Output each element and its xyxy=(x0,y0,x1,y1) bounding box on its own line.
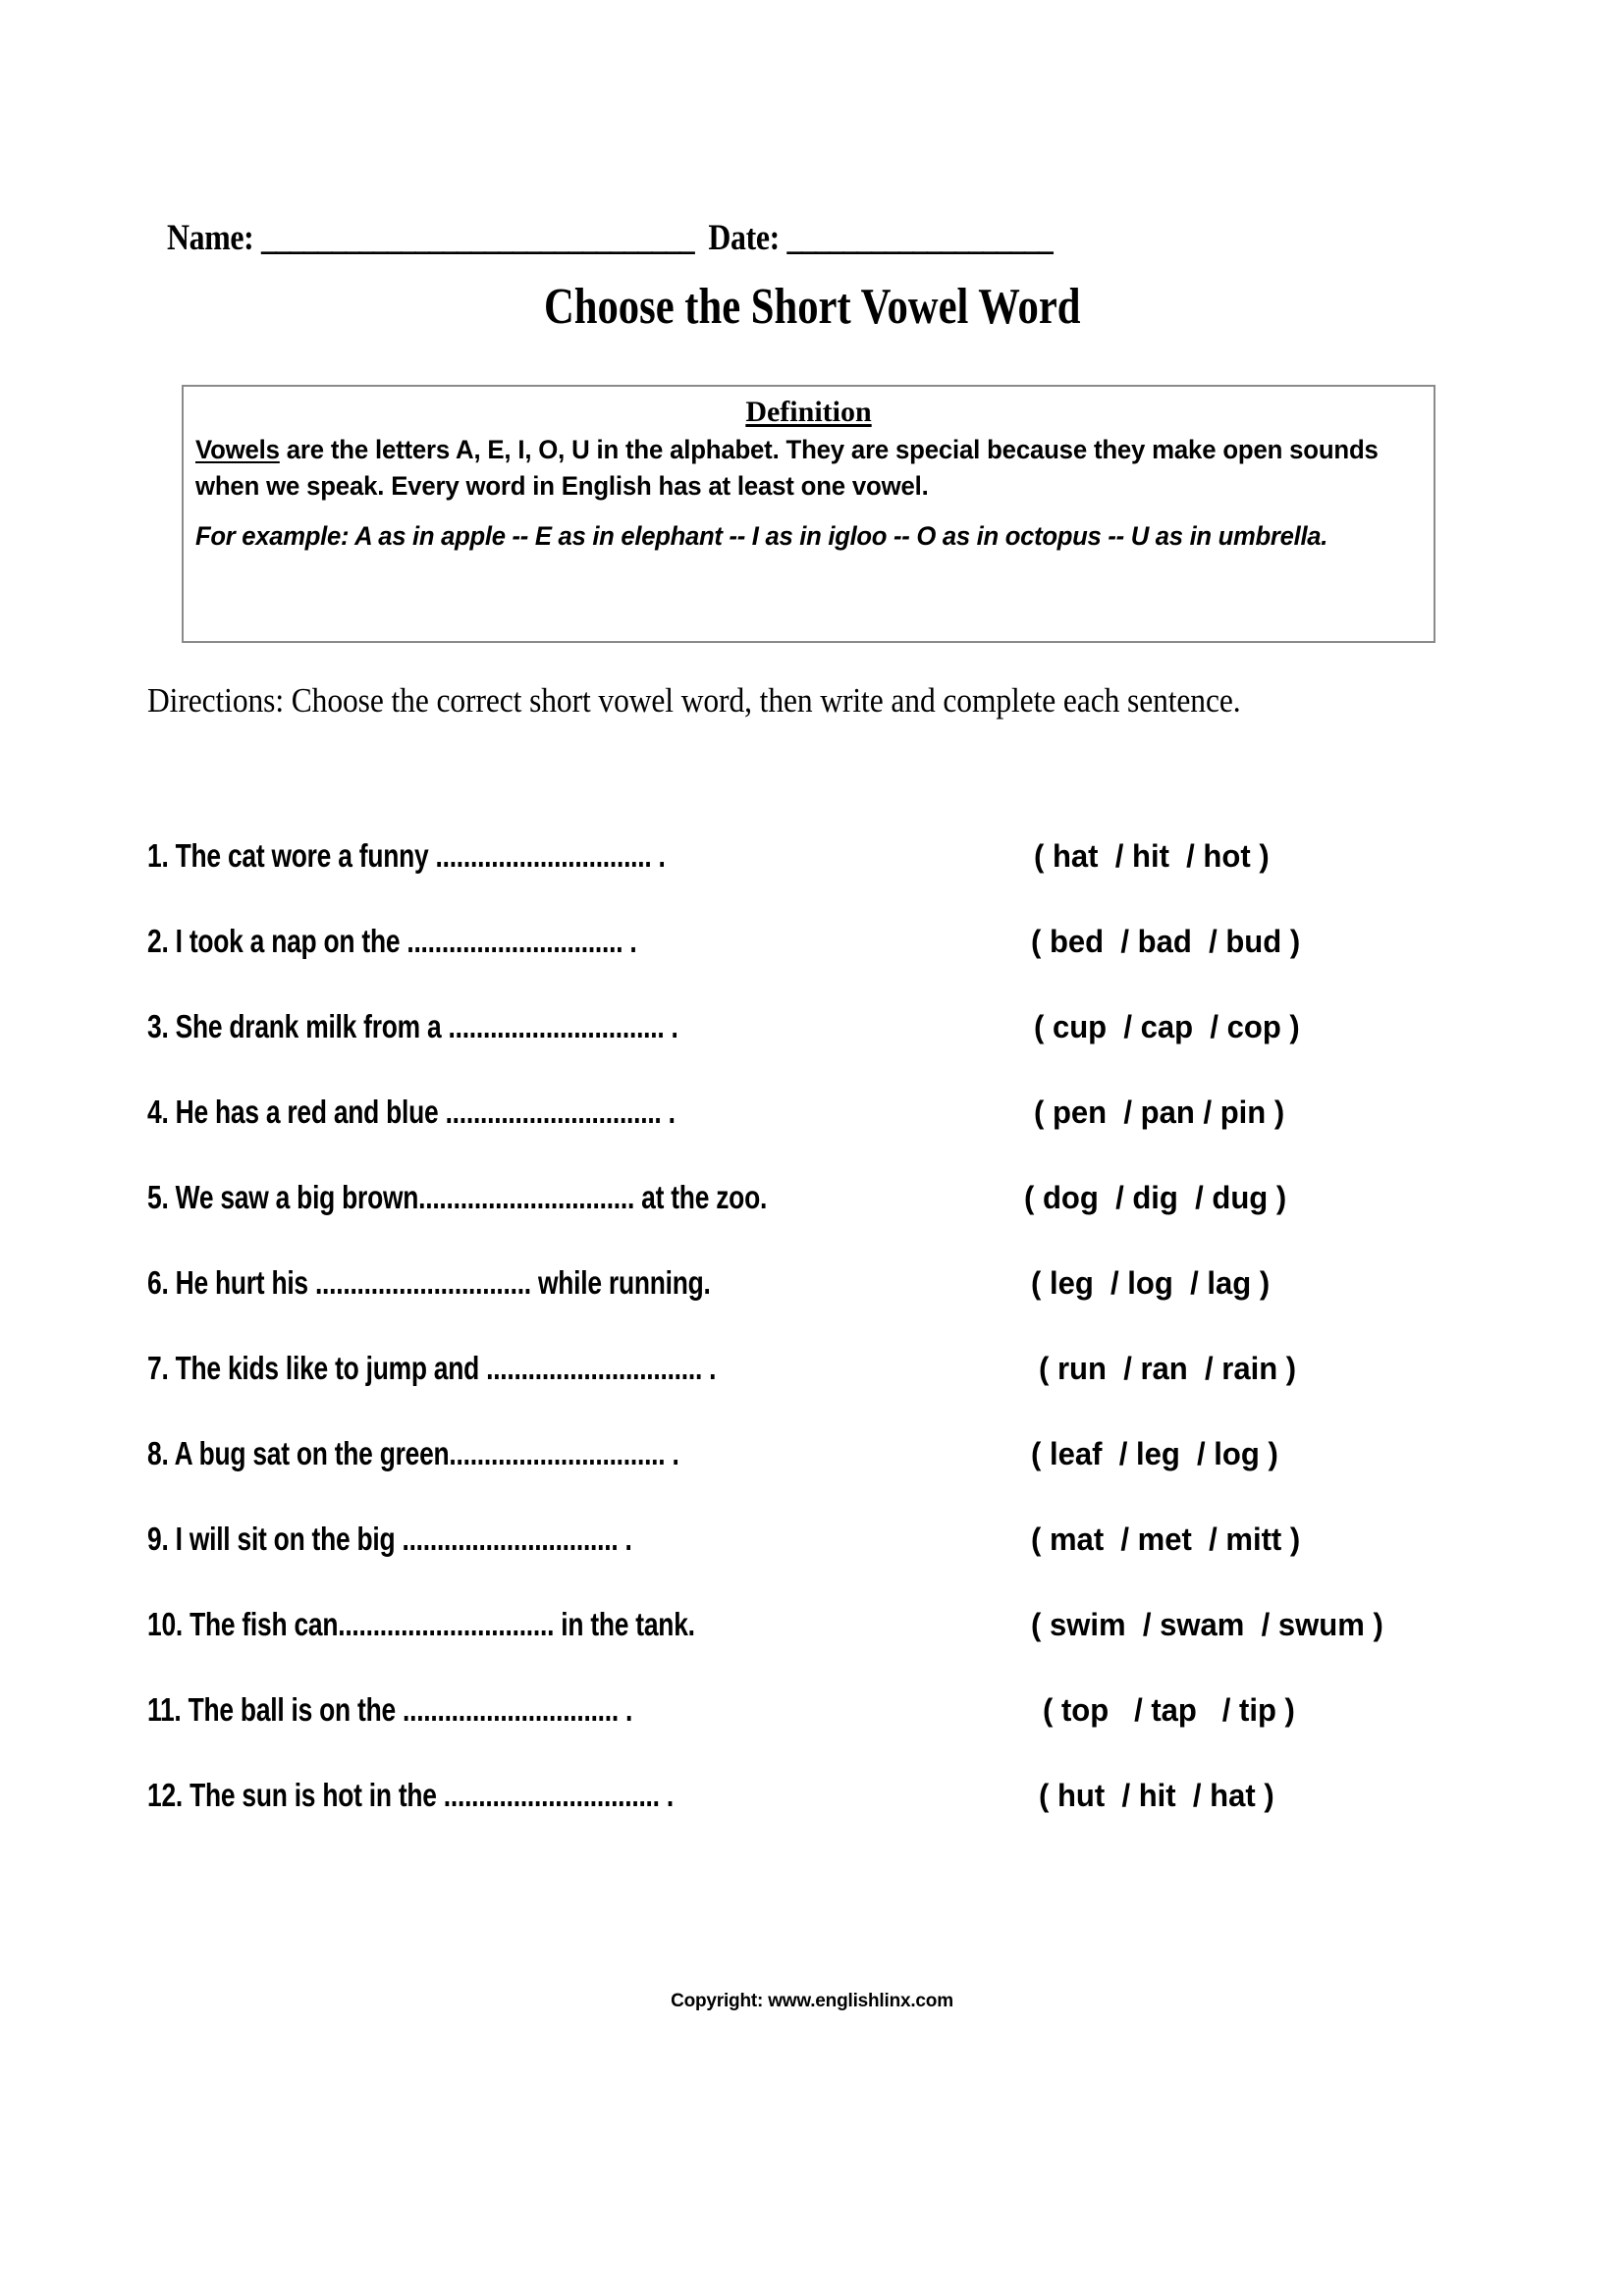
question-row xyxy=(147,1334,1522,1419)
date-blank-line[interactable]: ___________________ xyxy=(786,218,1053,258)
question-sentence[interactable]: 7. The kids like to jump and ............................... . xyxy=(147,1350,717,1386)
question-row xyxy=(147,822,1522,907)
question-row xyxy=(147,1590,1522,1676)
question-sentence[interactable]: 3. She drank milk from a ............................... . xyxy=(147,1008,678,1044)
question-options[interactable]: ( leaf / leg / log ) xyxy=(1031,1436,1278,1471)
question-row xyxy=(147,907,1522,992)
question-row xyxy=(147,1419,1522,1505)
question-options[interactable]: ( hat / hit / hot ) xyxy=(1034,838,1270,874)
definition-term: Vowels xyxy=(195,435,280,464)
question-sentence[interactable]: 8. A bug sat on the green............................... . xyxy=(147,1435,679,1471)
question-row xyxy=(147,1078,1522,1163)
directions xyxy=(147,675,1453,726)
page-title-text: Choose the Short Vowel Word xyxy=(543,279,1081,335)
question-row xyxy=(147,1163,1522,1249)
question-row xyxy=(147,1249,1522,1334)
definition-heading: Definition xyxy=(745,396,872,428)
question-row xyxy=(147,992,1522,1078)
date-label: Date: xyxy=(708,218,787,258)
definition-body-text: are the letters A, E, I, O, U in the alphabet. They are special because they make open sounds when we speak. Every word in English has at least one vowel. xyxy=(195,435,1379,501)
question-list xyxy=(147,822,1522,1846)
definition-body xyxy=(195,432,1414,505)
footer-copyright: Copyright: www.englishlinx.com xyxy=(671,1991,953,2011)
question-row xyxy=(147,1761,1522,1846)
definition-example: For example: A as in apple -- E as in elephant -- I as in igloo -- O as in octopus -- U as in umbrella. xyxy=(195,521,1328,551)
directions-text: Directions: Choose the correct short vowel word, then write and complete each sentence. xyxy=(147,681,1241,720)
question-options[interactable]: ( run / ran / rain ) xyxy=(1039,1351,1297,1386)
question-options[interactable]: ( swim / swam / swum ) xyxy=(1031,1607,1383,1642)
definition-box xyxy=(182,385,1435,643)
name-date-row xyxy=(167,217,1265,259)
question-options[interactable]: ( mat / met / mitt ) xyxy=(1031,1522,1301,1557)
question-sentence[interactable]: 1. The cat wore a funny ............................... . xyxy=(147,837,666,874)
question-sentence[interactable]: 5. We saw a big brown............................... at the zoo. xyxy=(147,1179,768,1215)
question-options[interactable]: ( bed / bad / bud ) xyxy=(1031,924,1301,959)
question-row xyxy=(147,1505,1522,1590)
question-sentence[interactable]: 12. The sun is hot in the ............................... . xyxy=(147,1777,674,1813)
page-title xyxy=(0,278,1624,336)
question-options[interactable]: ( leg / log / lag ) xyxy=(1031,1265,1271,1301)
question-options[interactable]: ( dog / dig / dug ) xyxy=(1024,1180,1287,1215)
name-blank-line[interactable]: _______________________________ xyxy=(261,218,693,258)
question-sentence[interactable]: 6. He hurt his ............................... while running. xyxy=(147,1264,711,1301)
question-options[interactable]: ( hut / hit / hat ) xyxy=(1039,1778,1274,1813)
question-sentence[interactable]: 4. He has a red and blue ............................... . xyxy=(147,1094,676,1130)
question-sentence[interactable]: 9. I will sit on the big ............................... . xyxy=(147,1521,632,1557)
question-row xyxy=(147,1676,1522,1761)
question-options[interactable]: ( pen / pan / pin ) xyxy=(1034,1095,1285,1130)
question-sentence[interactable]: 11. The ball is on the ............................... . xyxy=(147,1691,633,1728)
question-options[interactable]: ( top / tap / tip ) xyxy=(1043,1692,1295,1728)
question-sentence[interactable]: 10. The fish can............................... in the tank. xyxy=(147,1606,695,1642)
name-label: Name: xyxy=(167,218,262,258)
question-sentence[interactable]: 2. I took a nap on the ............................... . xyxy=(147,923,637,959)
question-options[interactable]: ( cup / cap / cop ) xyxy=(1034,1009,1300,1044)
